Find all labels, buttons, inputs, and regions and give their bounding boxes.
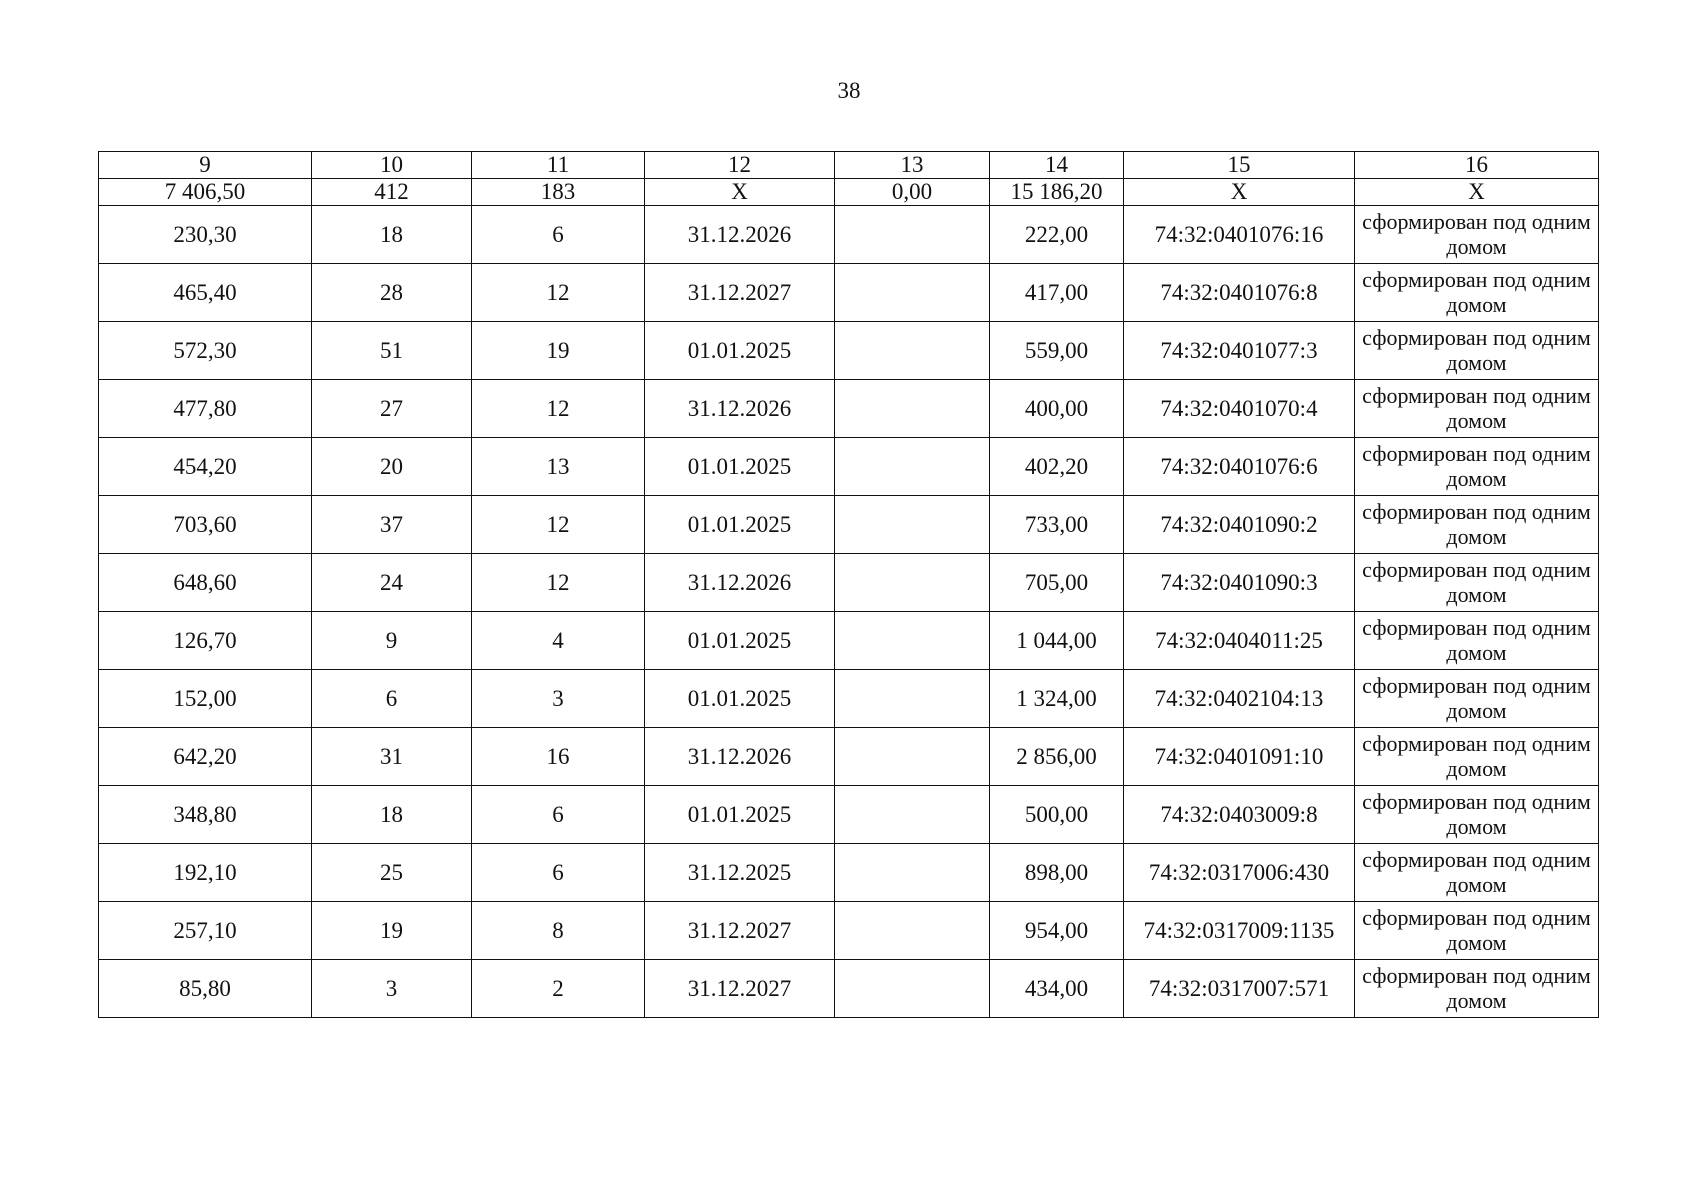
cadastral-number-cell: 74:32:0404011:25 xyxy=(1124,612,1355,670)
column-header: 15 xyxy=(1124,152,1355,179)
note-cell: сформирован под одним домом xyxy=(1355,438,1599,496)
count-cell: 19 xyxy=(472,322,645,380)
cadastral-number-cell: 74:32:0403009:8 xyxy=(1124,786,1355,844)
cadastral-number-cell: 74:32:0401090:2 xyxy=(1124,496,1355,554)
data-table xyxy=(98,151,1599,1018)
value-cell xyxy=(835,206,990,264)
table-row xyxy=(99,728,1599,786)
date-cell: 31.12.2027 xyxy=(645,264,835,322)
total-cell: 7 406,50 xyxy=(99,179,312,206)
count-cell: 20 xyxy=(312,438,472,496)
value-cell xyxy=(835,612,990,670)
date-cell: 01.01.2025 xyxy=(645,612,835,670)
count-cell: 18 xyxy=(312,206,472,264)
table-row xyxy=(99,438,1599,496)
total-cell: 0,00 xyxy=(835,179,990,206)
column-header: 10 xyxy=(312,152,472,179)
count-cell: 6 xyxy=(472,206,645,264)
value-cell xyxy=(835,844,990,902)
table-row xyxy=(99,786,1599,844)
table-row xyxy=(99,612,1599,670)
date-cell: 01.01.2025 xyxy=(645,670,835,728)
count-cell: 12 xyxy=(472,264,645,322)
date-cell: 31.12.2025 xyxy=(645,844,835,902)
cadastral-number-cell: 74:32:0401076:8 xyxy=(1124,264,1355,322)
note-cell: сформирован под одним домом xyxy=(1355,496,1599,554)
note-cell: сформирован под одним домом xyxy=(1355,380,1599,438)
date-cell: 01.01.2025 xyxy=(645,786,835,844)
area-cell: 1 324,00 xyxy=(990,670,1124,728)
note-cell: сформирован под одним домом xyxy=(1355,554,1599,612)
total-cell: X xyxy=(645,179,835,206)
table-body xyxy=(99,152,1599,1018)
value-cell xyxy=(835,322,990,380)
area-cell: 954,00 xyxy=(990,902,1124,960)
note-cell: сформирован под одним домом xyxy=(1355,264,1599,322)
value-cell xyxy=(835,380,990,438)
area-cell: 642,20 xyxy=(99,728,312,786)
area-cell: 222,00 xyxy=(990,206,1124,264)
table-row xyxy=(99,902,1599,960)
area-cell: 648,60 xyxy=(99,554,312,612)
area-cell: 400,00 xyxy=(990,380,1124,438)
totals-row xyxy=(99,179,1599,206)
date-cell: 31.12.2027 xyxy=(645,960,835,1018)
date-cell: 01.01.2025 xyxy=(645,496,835,554)
count-cell: 6 xyxy=(312,670,472,728)
cadastral-number-cell: 74:32:0401070:4 xyxy=(1124,380,1355,438)
count-cell: 37 xyxy=(312,496,472,554)
column-header: 14 xyxy=(990,152,1124,179)
total-cell: 15 186,20 xyxy=(990,179,1124,206)
area-cell: 454,20 xyxy=(99,438,312,496)
date-cell: 01.01.2025 xyxy=(645,438,835,496)
date-cell: 01.01.2025 xyxy=(645,322,835,380)
count-cell: 28 xyxy=(312,264,472,322)
area-cell: 126,70 xyxy=(99,612,312,670)
value-cell xyxy=(835,496,990,554)
area-cell: 703,60 xyxy=(99,496,312,554)
date-cell: 31.12.2026 xyxy=(645,554,835,612)
table-row xyxy=(99,264,1599,322)
value-cell xyxy=(835,960,990,1018)
area-cell: 152,00 xyxy=(99,670,312,728)
area-cell: 733,00 xyxy=(990,496,1124,554)
area-cell: 434,00 xyxy=(990,960,1124,1018)
area-cell: 572,30 xyxy=(99,322,312,380)
table-row xyxy=(99,844,1599,902)
count-cell: 51 xyxy=(312,322,472,380)
note-cell: сформирован под одним домом xyxy=(1355,902,1599,960)
area-cell: 348,80 xyxy=(99,786,312,844)
total-cell: X xyxy=(1124,179,1355,206)
note-cell: сформирован под одним домом xyxy=(1355,670,1599,728)
count-cell: 12 xyxy=(472,380,645,438)
table-row xyxy=(99,670,1599,728)
count-cell: 31 xyxy=(312,728,472,786)
cadastral-number-cell: 74:32:0401076:16 xyxy=(1124,206,1355,264)
note-cell: сформирован под одним домом xyxy=(1355,844,1599,902)
count-cell: 27 xyxy=(312,380,472,438)
note-cell: сформирован под одним домом xyxy=(1355,612,1599,670)
area-cell: 85,80 xyxy=(99,960,312,1018)
column-header: 11 xyxy=(472,152,645,179)
total-cell: X xyxy=(1355,179,1599,206)
count-cell: 3 xyxy=(312,960,472,1018)
count-cell: 24 xyxy=(312,554,472,612)
note-cell: сформирован под одним домом xyxy=(1355,786,1599,844)
area-cell: 477,80 xyxy=(99,380,312,438)
date-cell: 31.12.2026 xyxy=(645,728,835,786)
cadastral-number-cell: 74:32:0317009:1135 xyxy=(1124,902,1355,960)
count-cell: 6 xyxy=(472,786,645,844)
count-cell: 18 xyxy=(312,786,472,844)
cadastral-number-cell: 74:32:0402104:13 xyxy=(1124,670,1355,728)
count-cell: 4 xyxy=(472,612,645,670)
count-cell: 13 xyxy=(472,438,645,496)
date-cell: 31.12.2026 xyxy=(645,206,835,264)
area-cell: 705,00 xyxy=(990,554,1124,612)
cadastral-number-cell: 74:32:0401091:10 xyxy=(1124,728,1355,786)
table-row xyxy=(99,206,1599,264)
count-cell: 9 xyxy=(312,612,472,670)
value-cell xyxy=(835,670,990,728)
cadastral-number-cell: 74:32:0401090:3 xyxy=(1124,554,1355,612)
count-cell: 12 xyxy=(472,496,645,554)
table-row xyxy=(99,380,1599,438)
table-row xyxy=(99,322,1599,380)
count-cell: 12 xyxy=(472,554,645,612)
area-cell: 402,20 xyxy=(990,438,1124,496)
note-cell: сформирован под одним домом xyxy=(1355,728,1599,786)
column-header: 13 xyxy=(835,152,990,179)
column-header: 12 xyxy=(645,152,835,179)
count-cell: 19 xyxy=(312,902,472,960)
page-number: 38 xyxy=(837,78,861,103)
total-cell: 183 xyxy=(472,179,645,206)
count-cell: 16 xyxy=(472,728,645,786)
area-cell: 257,10 xyxy=(99,902,312,960)
table-row xyxy=(99,960,1599,1018)
area-cell: 898,00 xyxy=(990,844,1124,902)
area-cell: 192,10 xyxy=(99,844,312,902)
value-cell xyxy=(835,438,990,496)
count-cell: 25 xyxy=(312,844,472,902)
table-row xyxy=(99,496,1599,554)
count-cell: 6 xyxy=(472,844,645,902)
count-cell: 8 xyxy=(472,902,645,960)
column-number-row xyxy=(99,152,1599,179)
count-cell: 2 xyxy=(472,960,645,1018)
cadastral-number-cell: 74:32:0317007:571 xyxy=(1124,960,1355,1018)
area-cell: 465,40 xyxy=(99,264,312,322)
value-cell xyxy=(835,728,990,786)
table-row xyxy=(99,554,1599,612)
cadastral-number-cell: 74:32:0317006:430 xyxy=(1124,844,1355,902)
date-cell: 31.12.2026 xyxy=(645,380,835,438)
total-cell: 412 xyxy=(312,179,472,206)
count-cell: 3 xyxy=(472,670,645,728)
note-cell: сформирован под одним домом xyxy=(1355,206,1599,264)
cadastral-number-cell: 74:32:0401076:6 xyxy=(1124,438,1355,496)
column-header: 9 xyxy=(99,152,312,179)
area-cell: 1 044,00 xyxy=(990,612,1124,670)
area-cell: 500,00 xyxy=(990,786,1124,844)
column-header: 16 xyxy=(1355,152,1599,179)
area-cell: 417,00 xyxy=(990,264,1124,322)
cadastral-number-cell: 74:32:0401077:3 xyxy=(1124,322,1355,380)
area-cell: 230,30 xyxy=(99,206,312,264)
value-cell xyxy=(835,902,990,960)
area-cell: 559,00 xyxy=(990,322,1124,380)
date-cell: 31.12.2027 xyxy=(645,902,835,960)
value-cell xyxy=(835,554,990,612)
area-cell: 2 856,00 xyxy=(990,728,1124,786)
note-cell: сформирован под одним домом xyxy=(1355,960,1599,1018)
value-cell xyxy=(835,786,990,844)
value-cell xyxy=(835,264,990,322)
note-cell: сформирован под одним домом xyxy=(1355,322,1599,380)
